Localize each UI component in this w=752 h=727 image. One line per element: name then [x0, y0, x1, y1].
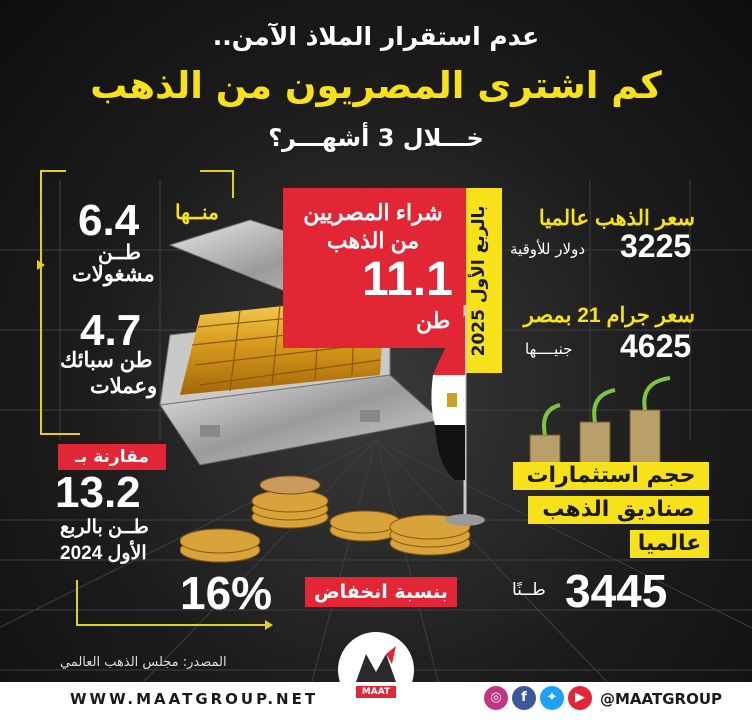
- decline-label: بنسبة انخفاض: [305, 577, 457, 607]
- quarter-tag-text: بالربع الأول 2025: [469, 205, 489, 357]
- global-price-label: سعر الذهب عالميا: [538, 207, 695, 230]
- funds-label-3: عالميا: [630, 530, 709, 558]
- purchase-unit: طن: [416, 308, 451, 333]
- bars-value: 4.7: [80, 306, 142, 355]
- arrow-right-icon: [262, 618, 276, 632]
- growing-coins-plant-illustration: [520, 370, 700, 475]
- egypt-price-value: 4625: [620, 328, 692, 364]
- global-price-unit: دولار للأوقية: [510, 240, 585, 258]
- compare-period: الأول 2024: [60, 543, 147, 564]
- compare-label: مقارنة بـ: [58, 444, 166, 470]
- youtube-icon[interactable]: ▶: [568, 686, 592, 710]
- facebook-icon[interactable]: f: [512, 686, 536, 710]
- funds-unit: طــنًا: [512, 580, 546, 600]
- source-note: المصدر: مجلس الذهب العالمي: [60, 655, 227, 670]
- instagram-icon[interactable]: ◎: [484, 686, 508, 710]
- social-handle[interactable]: @MAATGROUP: [600, 690, 722, 708]
- of-which-label: منــها: [175, 202, 219, 224]
- egypt-price-label: سعر جرام 21 بمصر: [523, 304, 695, 327]
- egypt-flag-icon: [425, 305, 505, 530]
- global-price-value: 3225: [620, 228, 692, 264]
- funds-label-2: صناديق الذهب: [528, 496, 709, 524]
- purchase-value: 11.1: [362, 253, 453, 306]
- jewelry-label: مشغولات: [72, 263, 155, 286]
- maat-logo: [338, 632, 414, 708]
- main-title: كم اشترى المصريون من الذهب: [90, 64, 662, 107]
- subtitle: عدم استقرار الملاذ الآمن..: [212, 22, 540, 51]
- arrow-right-icon: [34, 258, 48, 272]
- bars-label-2: وعملات: [90, 375, 158, 398]
- funds-label-1: حجم استثمارات: [513, 462, 709, 490]
- jewelry-value: 6.4: [78, 196, 140, 245]
- period-question: خـــلال 3 أشهـــر؟: [268, 124, 484, 152]
- funds-value: 3445: [565, 565, 668, 617]
- bars-label-1: طن سبائك: [60, 349, 153, 372]
- egypt-price-unit: جنيــــها: [525, 340, 573, 358]
- purchase-label-2: من الذهب: [326, 228, 420, 253]
- jewelry-unit: طــن: [98, 242, 141, 264]
- compare-unit: طــن بالربع: [60, 517, 149, 538]
- logo-text: MAAT: [356, 686, 396, 698]
- purchase-label-1: شراء المصريين: [303, 200, 443, 225]
- twitter-icon[interactable]: ✦: [540, 686, 564, 710]
- compare-value: 13.2: [55, 468, 141, 517]
- decline-value: 16%: [180, 567, 273, 619]
- website-link[interactable]: WWW.MAATGROUP.NET: [70, 690, 319, 708]
